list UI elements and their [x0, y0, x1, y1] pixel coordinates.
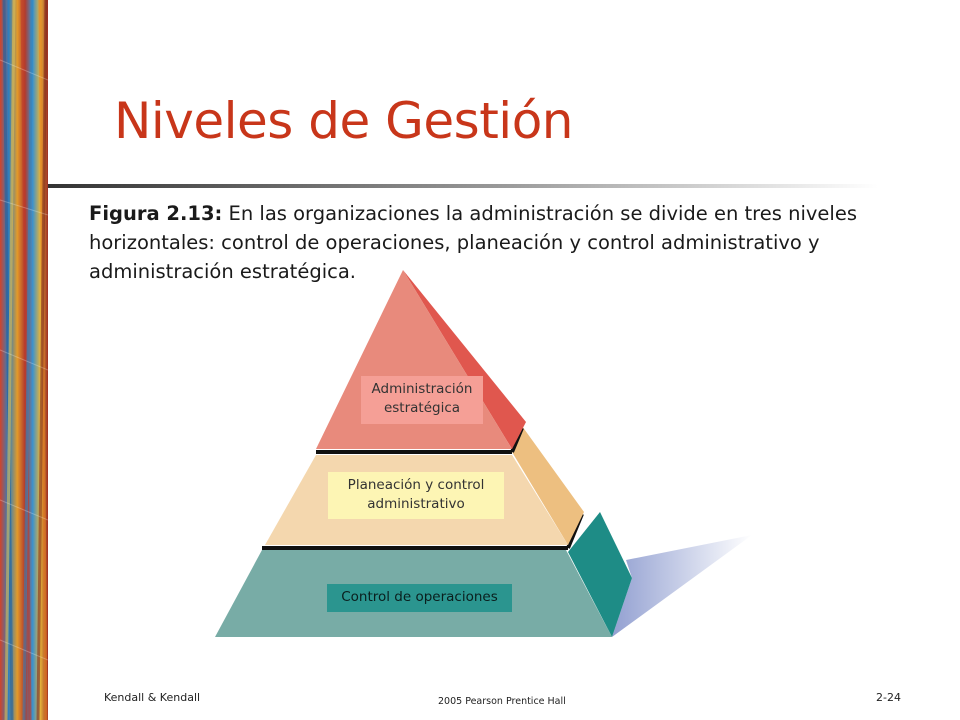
level-strategic-line1: Administración — [371, 381, 473, 397]
level-strategic-line2: estratégica — [383, 400, 461, 416]
level-strategic-label — [361, 376, 483, 424]
figure-label: Figura 2.13: — [89, 202, 223, 225]
figure-caption-text: En las organizaciones la administración se divide en tres niveles horizontales: control de operaciones, planeación y control administrativo y administración estratégica. — [89, 202, 858, 283]
footer-authors: Kendall & Kendall — [104, 691, 201, 704]
level-planning-line1: Planeación y control — [347, 477, 485, 493]
decorative-side-strip — [0, 0, 48, 720]
page-title: Niveles de Gestión — [114, 92, 573, 150]
level-planning-line2: administrativo — [367, 496, 465, 512]
level-planning-label — [328, 472, 504, 519]
footer-publisher: 2005 Pearson Prentice Hall — [438, 696, 566, 707]
title-divider — [48, 184, 878, 190]
slide-number: 2-24 — [876, 691, 901, 704]
level-operations-label: Control de operaciones — [327, 584, 512, 612]
pyramid-shadow — [612, 535, 752, 637]
